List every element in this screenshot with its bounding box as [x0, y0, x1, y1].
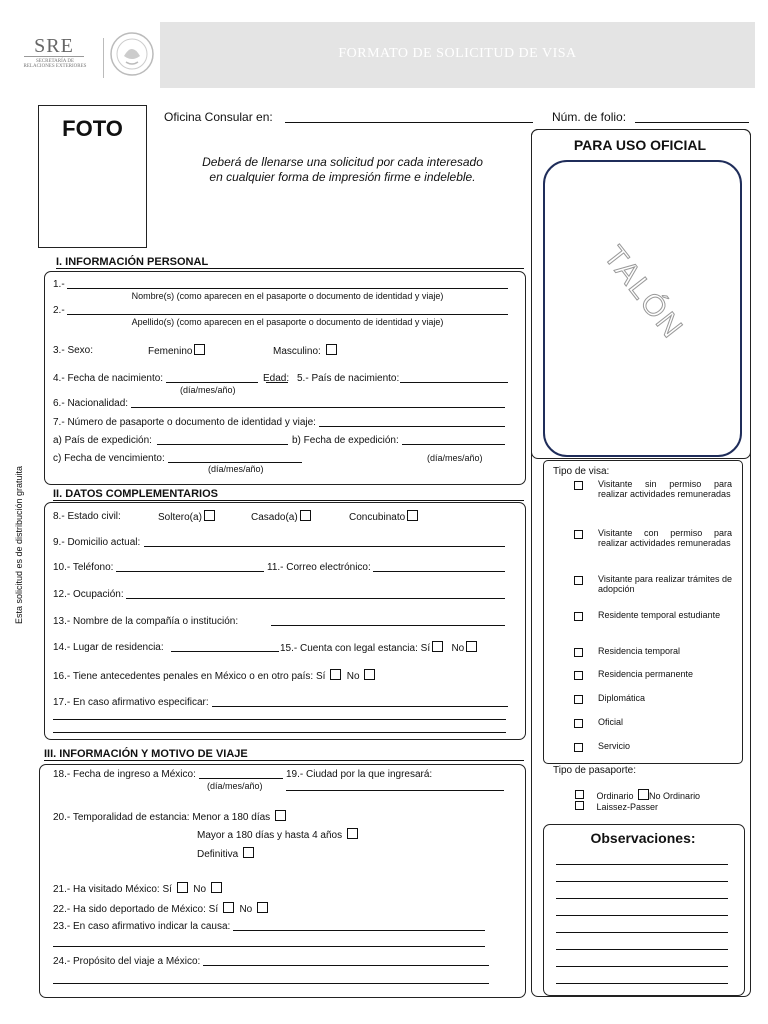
q18-format: (día/mes/año) — [207, 781, 263, 791]
q2-caption: Apellido(s) (como aparecen en el pasaporte o documento de identidad y viaje) — [131, 317, 444, 327]
q23-cause-field-1[interactable] — [233, 930, 485, 931]
q17-label: 17.- En caso afirmativo especificar: — [53, 697, 209, 708]
q14-label: 14.- Lugar de residencia: — [53, 642, 164, 653]
observations-title: Observaciones: — [590, 830, 696, 846]
q18-label: 18.- Fecha de ingreso a México: — [53, 769, 196, 780]
q6-label: 6.- Nacionalidad: — [53, 398, 129, 409]
q22 — [53, 902, 268, 915]
q7c-date-field[interactable] — [168, 462, 302, 463]
q7-passport-field[interactable] — [319, 426, 505, 427]
q20-mayor — [197, 828, 358, 841]
q8-concubinato-checkbox[interactable] — [407, 510, 418, 521]
q7b-format: (día/mes/año) — [427, 453, 483, 463]
q12-occupation-field[interactable] — [126, 598, 505, 599]
q6-nationality-field[interactable] — [131, 407, 505, 408]
q20-mayor-checkbox[interactable] — [347, 828, 358, 839]
q8-casado-checkbox[interactable] — [300, 510, 311, 521]
q20-definitiva-label: Definitiva — [197, 849, 239, 860]
q19-label: 19.- Ciudad por la que ingresará: — [286, 769, 433, 780]
visa-option-0-label: Visitante sin permiso para realizar actividades remuneradas — [598, 479, 732, 499]
q19-city-field[interactable] — [286, 790, 504, 791]
visa-option-6-label: Diplomática — [598, 693, 646, 703]
q13-company-field[interactable] — [271, 625, 505, 626]
q14-residence-field[interactable] — [171, 651, 279, 652]
q21-si-checkbox[interactable] — [177, 882, 188, 893]
q18-entry-date-field[interactable] — [199, 778, 283, 779]
q11-email-field[interactable] — [373, 571, 505, 572]
q3-label: 3.- Sexo: — [53, 345, 94, 356]
passport-ordinario-label: Ordinario — [596, 791, 634, 801]
official-use-title: PARA USO OFICIAL — [573, 137, 707, 153]
q1-caption: Nombre(s) (como aparecen en el pasaporte o documento de identidad y viaje) — [131, 291, 444, 301]
folio-label: Núm. de folio: — [552, 110, 627, 124]
q21 — [53, 882, 222, 895]
logo-divider — [103, 38, 104, 78]
q16-label: 16.- Tiene antecedentes penales en México o en otro país: Sí — [53, 671, 326, 682]
q8-soltero — [158, 510, 215, 523]
q16-si-checkbox[interactable] — [330, 669, 341, 680]
banner-title: FORMATO DE SOLICITUD DE VISA — [338, 46, 577, 61]
passport-type-label: Tipo de pasaporte: — [553, 765, 637, 776]
q3-masculino-checkbox[interactable] — [326, 344, 337, 355]
q20-label — [53, 810, 286, 823]
q8-label: 8.- Estado civil: — [53, 511, 121, 522]
oficina-label: Oficina Consular en: — [164, 110, 273, 124]
visa-option-3-label: Residente temporal estudiante — [598, 610, 721, 620]
right-column-frame — [531, 129, 751, 997]
visa-option-5-label: Residencia permanente — [598, 669, 694, 679]
q8-casado-label: Casado(a) — [251, 512, 298, 523]
edad-label: Edad: — [263, 373, 290, 384]
q3-femenino-label: Femenino — [148, 346, 193, 357]
instruction-line-1: Deberá de llenarse una solicitud por cada interesado — [202, 155, 483, 169]
visa-option-7-label: Oficial — [598, 717, 624, 727]
q22-si-checkbox[interactable] — [223, 902, 234, 913]
q3-masculino-label: Masculino: — [273, 346, 321, 357]
q17-field-1[interactable] — [212, 706, 508, 707]
passport-laissez-label: Laissez-Passer — [596, 802, 659, 812]
visa-type-label: Tipo de visa: — [553, 466, 610, 477]
oficina-field[interactable] — [285, 122, 533, 123]
q5-birth-country-field[interactable] — [400, 382, 508, 383]
q24-label: 24.- Propósito del viaje a México: — [53, 956, 201, 967]
q17-field-2[interactable] — [53, 719, 506, 720]
sre-logo-subtitle-2: RELACIONES EXTERIORES — [23, 64, 87, 69]
sre-logo — [10, 36, 100, 80]
q1-label: 1.- — [53, 279, 65, 290]
q8-soltero-label: Soltero(a) — [158, 512, 202, 523]
q8-concubinato — [349, 510, 418, 523]
q3-femenino-checkbox[interactable] — [194, 344, 205, 355]
section-3-title: III. INFORMACIÓN Y MOTIVO DE VIAJE — [44, 748, 524, 761]
q22-no-checkbox[interactable] — [257, 902, 268, 913]
folio-field[interactable] — [635, 122, 749, 123]
visa-option-2-label: Visitante para realizar trámites de adopción — [598, 574, 732, 594]
section-2-title: II. DATOS COMPLEMENTARIOS — [53, 488, 524, 501]
q24-purpose-field-2[interactable] — [53, 983, 489, 984]
instruction-line-2: en cualquier forma de impresión firme e indeleble. — [209, 170, 476, 184]
q21-no-label: No — [193, 884, 207, 895]
sre-logo-subtitle: SECRETARÍA DE — [35, 59, 75, 64]
banner — [160, 22, 755, 88]
q10-phone-field[interactable] — [116, 571, 264, 572]
q4-birthdate-field[interactable] — [166, 382, 258, 383]
q11-label: 11.- Correo electrónico: — [267, 562, 371, 573]
visa-option-4-label: Residencia temporal — [598, 646, 681, 656]
q20-mayor-label: Mayor a 180 días y hasta 4 años — [197, 830, 343, 841]
q9-label: 9.- Domicilio actual: — [53, 537, 141, 548]
section-1-title: I. INFORMACIÓN PERSONAL — [56, 256, 524, 269]
q16-no-label: No — [346, 671, 360, 682]
q13-label: 13.- Nombre de la compañía o institución: — [53, 616, 239, 627]
visa-option-1-label: Visitante con permiso para realizar actividades remuneradas — [598, 528, 732, 548]
q23-label: 23.- En caso afirmativo indicar la causa: — [53, 921, 231, 932]
edad-field[interactable] — [266, 382, 288, 383]
sre-logo-text: SRE — [24, 36, 84, 57]
q21-no-checkbox[interactable] — [211, 882, 222, 893]
q8-casado — [251, 510, 311, 523]
q15-no-checkbox[interactable] — [466, 641, 477, 652]
q15-no-label: No — [451, 643, 465, 654]
q16-no-checkbox[interactable] — [364, 669, 375, 680]
q4-label: 4.- Fecha de nacimiento: — [53, 373, 164, 384]
passport-no-ordinario-label: No Ordinario — [649, 791, 701, 801]
q2-apellido-field[interactable] — [67, 314, 508, 315]
q9-address-field[interactable] — [144, 546, 505, 547]
q20-definitiva-checkbox[interactable] — [243, 847, 254, 858]
q23-cause-field-2[interactable] — [53, 946, 485, 947]
q7c-format: (día/mes/año) — [208, 464, 264, 474]
q10-label: 10.- Teléfono: — [53, 562, 114, 573]
q8-concubinato-label: Concubinato — [349, 512, 406, 523]
q15-label: 15.- Cuenta con legal estancia: Sí — [280, 643, 431, 654]
side-note: Esta solicitud es de distribución gratuita — [14, 465, 24, 625]
q7-label: 7.- Número de pasaporte o documento de identidad y viaje: — [53, 417, 316, 428]
q22-no-label: No — [239, 904, 253, 915]
visa-option-8-label: Servicio — [598, 741, 631, 751]
q17-field-3[interactable] — [53, 732, 506, 733]
mexico-seal-icon — [108, 28, 156, 80]
q12-label: 12.- Ocupación: — [53, 589, 124, 600]
q7b-label: b) Fecha de expedición: — [292, 435, 399, 446]
q22-label: 22.- Ha sido deportado de México: Sí — [53, 904, 219, 915]
q20-menor-checkbox[interactable] — [275, 810, 286, 821]
q24-purpose-field-1[interactable] — [203, 965, 489, 966]
q16 — [53, 669, 375, 682]
photo-label: FOTO — [62, 116, 123, 141]
photo-box — [38, 105, 147, 248]
q21-label: 21.- Ha visitado México: Sí — [53, 884, 172, 895]
q15 — [280, 641, 477, 654]
q1-nombre-field[interactable] — [67, 288, 508, 289]
q7a-country-field[interactable] — [157, 444, 288, 445]
q3-masculino — [273, 344, 337, 357]
q20-text: 20.- Temporalidad de estancia: Menor a 180 días — [53, 812, 271, 823]
q2-label: 2.- — [53, 305, 65, 316]
q3-femenino — [148, 344, 205, 357]
talon-watermark: TALÓN — [597, 240, 690, 346]
q7b-date-field[interactable] — [402, 444, 505, 445]
q7c-label: c) Fecha de vencimiento: — [53, 453, 165, 464]
q4-format: (día/mes/año) — [180, 385, 236, 395]
q7a-label: a) País de expedición: — [53, 435, 152, 446]
q5-label: 5.- País de nacimiento: — [297, 373, 400, 384]
q15-si-checkbox[interactable] — [432, 641, 443, 652]
q8-soltero-checkbox[interactable] — [204, 510, 215, 521]
q20-definitiva — [197, 847, 254, 860]
